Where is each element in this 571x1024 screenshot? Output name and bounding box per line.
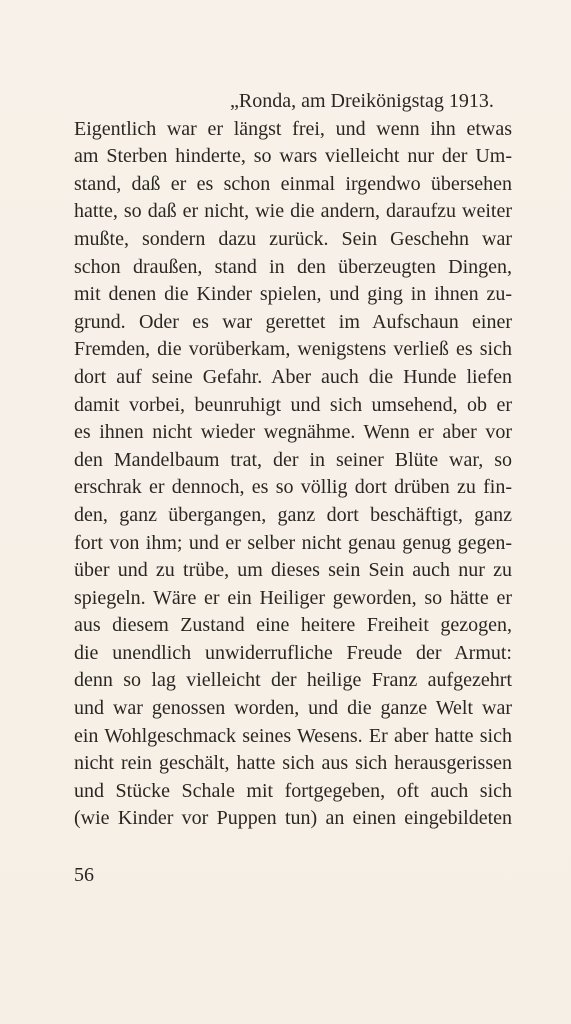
text-block xyxy=(74,88,512,833)
text-line: (wie Kinder vor Puppen tun) an einen eingebildeten xyxy=(74,807,512,830)
text-line: und Stücke Schale mit fortgegeben, oft auch sich xyxy=(74,779,512,802)
text-line: die unendlich unwiderrufliche Freude der Armut: xyxy=(74,641,512,664)
text-line: den Mandelbaum trat, der in seiner Blüte war, so xyxy=(74,448,512,471)
text-line: mit denen die Kinder spielen, und ging in ihnen zu- xyxy=(74,283,512,306)
text-line: den, ganz übergangen, ganz dort beschäftigt, ganz xyxy=(74,503,512,526)
text-line: nicht rein geschält, hatte sich aus sich herausgerissen xyxy=(74,752,512,775)
text-line: hatte, so daß er nicht, wie die andern, daraufzu weiter xyxy=(74,200,512,223)
text-line: über und zu trübe, um dieses sein Sein auch nur zu xyxy=(74,559,512,582)
text-line: Fremden, die vorüberkam, wenigstens verließ es sich xyxy=(74,338,512,361)
text-line: und war genossen worden, und die ganze Welt war xyxy=(74,697,512,720)
text-line: erschrak er dennoch, es so völlig dort drüben zu fin- xyxy=(74,476,512,499)
text-line: damit vorbei, beunruhigt und sich umsehend, ob er xyxy=(74,393,512,416)
page-number: 56 xyxy=(74,864,94,886)
text-line: mußte, sondern dazu zurück. Sein Geschehn war xyxy=(74,227,512,250)
text-line: ein Wohlgeschmack seines Wesens. Er aber hatte sich xyxy=(74,724,512,747)
text-line: denn so lag vielleicht der heilige Franz aufgezehrt xyxy=(74,669,512,692)
text-line: am Sterben hinderte, so wars vielleicht nur der Um- xyxy=(74,145,512,168)
text-line: stand, daß er es schon einmal irgendwo übersehen xyxy=(74,172,512,195)
heading-line: „Ronda, am Dreikönigstag 1913. xyxy=(230,90,494,112)
text-line: dort auf seine Gefahr. Aber auch die Hunde liefen xyxy=(74,365,512,388)
text-line: fort von ihm; und er selber nicht genau genug gegen- xyxy=(74,531,512,554)
text-line: Eigentlich war er längst frei, und wenn ihn etwas xyxy=(74,117,512,140)
text-line: grund. Oder es war gerettet im Aufschaun einer xyxy=(74,310,512,333)
text-line: spiegeln. Wäre er ein Heiliger geworden, so hätte er xyxy=(74,586,512,609)
text-line: es ihnen nicht wieder wegnähme. Wenn er aber vor xyxy=(74,421,512,444)
text-line: aus diesem Zustand eine heitere Freiheit gezogen, xyxy=(74,614,512,637)
text-line: schon draußen, stand in den überzeugten Dingen, xyxy=(74,255,512,278)
